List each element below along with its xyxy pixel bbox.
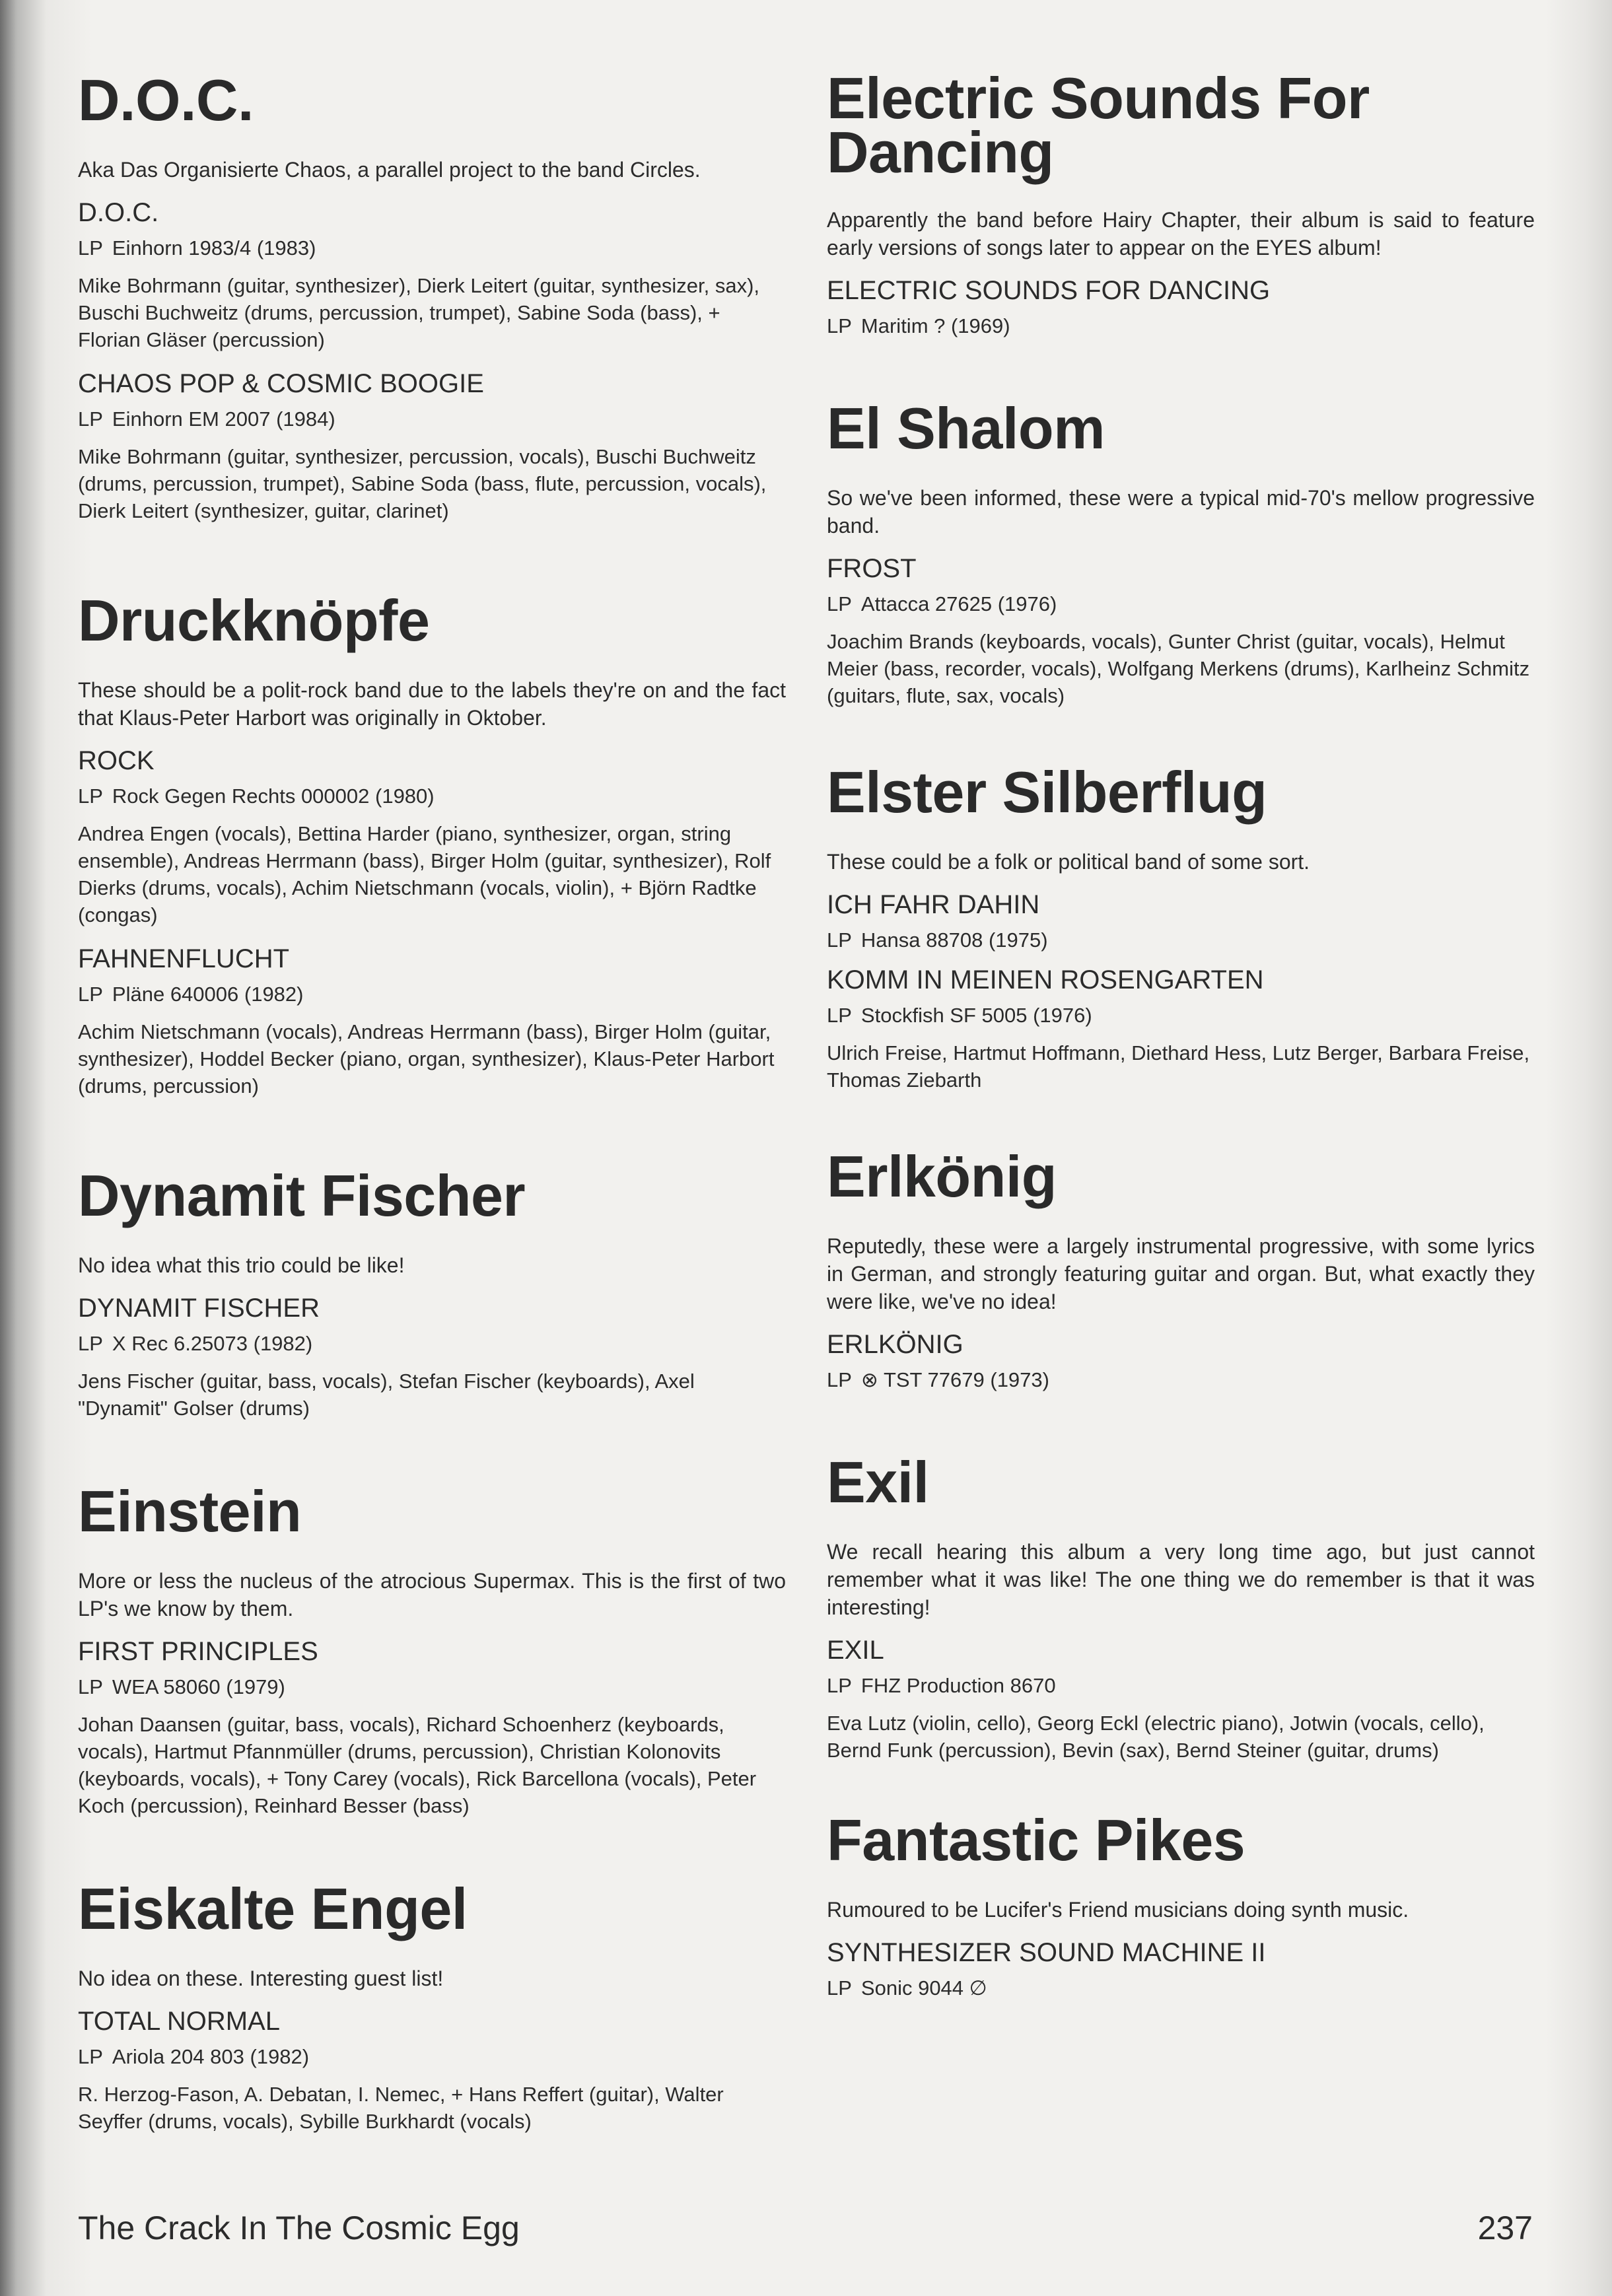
release-label: Attacca 27625 (1976) — [860, 592, 1057, 615]
album-title: ROCK — [78, 746, 155, 775]
album — [78, 1636, 786, 1819]
band-description: Aka Das Organisierte Chaos, a parallel project to the band Circles. — [78, 158, 701, 182]
band-description: More or less the nucleus of the atrocious Supermax. This is the first of two LP's we know by them. — [78, 1569, 786, 1620]
album — [827, 275, 1535, 339]
band-entry — [827, 1807, 1535, 2001]
format: LP — [827, 1368, 852, 1391]
band-name: El Shalom — [827, 396, 1105, 461]
band-name: Eiskalte Engel — [78, 1876, 468, 1941]
band-entry — [827, 1449, 1535, 1764]
album — [827, 889, 1535, 954]
album — [827, 1937, 1535, 2001]
release-info — [78, 783, 786, 810]
personnel: Johan Daansen (guitar, bass, vocals), Richard Schoenherz (keyboards, vocals), Hartmut Pfannmüller (drums, percussion), Christian Kolonovits (keyboards, vocals), + Tony Carey (vocals), Rick Barcellona (vocals), Peter Koch (percussion), Reinhard Besser (bass) — [78, 1713, 757, 1817]
personnel: Eva Lutz (violin, cello), Georg Eckl (electric piano), Jotwin (vocals, cello), Bernd Funk (percussion), Bevin (sax), Bernd Steiner (guitar, drums) — [827, 1712, 1485, 1762]
album-title: EXIL — [827, 1636, 884, 1665]
left-column — [78, 67, 786, 2149]
release-info — [827, 1002, 1535, 1029]
release-label: ⊗ TST 77679 (1973) — [860, 1368, 1049, 1391]
release-label: Sonic 9044 ∅ — [860, 1976, 987, 2000]
band-description: So we've been informed, these were a typical mid-70's mellow progressive band. — [827, 486, 1535, 538]
album-title: CHAOS POP & COSMIC BOOGIE — [78, 369, 484, 398]
release-info — [827, 591, 1535, 617]
format: LP — [827, 314, 852, 337]
band-description: No idea what this trio could be like! — [78, 1253, 405, 1277]
personnel: Achim Nietschmann (vocals), Andreas Herrmann (bass), Birger Holm (guitar, synthesizer), Hoddel Becker (piano, organ, synthesizer), Klaus-Peter Harbort (drums, percussion) — [78, 1020, 775, 1097]
band-name: Elster Silberflug — [827, 759, 1267, 825]
release-info — [827, 927, 1535, 954]
album-title: TOTAL NORMAL — [78, 2007, 280, 2036]
release-info — [78, 1331, 786, 1357]
album — [78, 197, 786, 353]
release-label: X Rec 6.25073 (1982) — [112, 1332, 313, 1355]
release-info — [78, 981, 786, 1008]
format: LP — [78, 1332, 103, 1355]
band-name: D.O.C. — [78, 67, 254, 133]
release-label: Stockfish SF 5005 (1976) — [860, 1004, 1092, 1027]
format: LP — [827, 1674, 852, 1697]
album-title: ELECTRIC SOUNDS FOR DANCING — [827, 276, 1271, 305]
band-description: Reputedly, these were a largely instrumental progressive, with some lyrics in German, and strongly featuring guitar and organ. But, what exactly they were like, we've no idea! — [827, 1234, 1535, 1313]
band-entry — [827, 396, 1535, 709]
album — [78, 2005, 786, 2135]
personnel: Mike Bohrmann (guitar, synthesizer, percussion, vocals), Buschi Buchweitz (drums, percussion, trumpet), Sabine Soda (bass, flute, percussion, vocals), Dierk Leitert (synthesizer, guitar, clarinet) — [78, 445, 767, 522]
band-description: We recall hearing this album a very long time ago, but just cannot remember what it was like! The one thing we do remember is that it was interesting! — [827, 1540, 1535, 1619]
release-label: Einhorn EM 2007 (1984) — [112, 407, 335, 431]
release-info — [827, 1367, 1535, 1393]
page-number: 237 — [1477, 2209, 1533, 2246]
release-label: Einhorn 1983/4 (1983) — [112, 236, 316, 260]
album — [827, 553, 1535, 709]
band-entry — [827, 65, 1535, 339]
release-label: Rock Gegen Rechts 000002 (1980) — [112, 784, 435, 808]
album — [78, 943, 786, 1099]
album-title: FROST — [827, 554, 917, 583]
release-info — [827, 313, 1535, 339]
format: LP — [827, 1004, 852, 1027]
band-entry — [78, 1163, 786, 1422]
right-column — [827, 65, 1535, 2012]
album — [827, 1634, 1535, 1764]
personnel: R. Herzog-Fason, A. Debatan, I. Nemec, + Hans Reffert (guitar), Walter Seyffer (drums, vocals), Sybille Burkhardt (vocals) — [78, 2083, 724, 2133]
release-label: Maritim ? (1969) — [860, 314, 1010, 337]
release-info — [827, 1673, 1535, 1699]
format: LP — [78, 983, 103, 1006]
format: LP — [827, 1976, 852, 2000]
personnel: Ulrich Freise, Hartmut Hoffmann, Diethard Hess, Lutz Berger, Barbara Freise, Thomas Ziebarth — [827, 1041, 1530, 1092]
band-name: Einstein — [78, 1478, 302, 1544]
band-name: Erlkönig — [827, 1144, 1057, 1209]
band-entry — [78, 1478, 786, 1819]
album — [78, 368, 786, 524]
band-name: Exil — [827, 1449, 929, 1515]
band-name: Electric Sounds For Dancing — [827, 65, 1370, 185]
book-title-footer: The Crack In The Cosmic Egg — [78, 2209, 520, 2246]
album-title: D.O.C. — [78, 198, 159, 227]
band-description: No idea on these. Interesting guest list! — [78, 1966, 444, 1990]
release-info — [78, 2044, 786, 2070]
band-entry — [827, 759, 1535, 1094]
format: LP — [78, 1675, 103, 1698]
format: LP — [78, 407, 103, 431]
format: LP — [78, 784, 103, 808]
release-label: Pläne 640006 (1982) — [112, 983, 304, 1006]
format: LP — [78, 236, 103, 260]
release-info — [78, 1674, 786, 1700]
release-info — [827, 1975, 1535, 2001]
format: LP — [827, 928, 852, 952]
band-name: Fantastic Pikes — [827, 1807, 1245, 1873]
album-title: ICH FAHR DAHIN — [827, 890, 1040, 919]
band-name: Druckknöpfe — [78, 588, 430, 653]
release-info — [78, 235, 786, 261]
band-description: Apparently the band before Hairy Chapter, their album is said to feature early versions of songs later to appear on the EYES album! — [827, 208, 1535, 260]
format: LP — [827, 592, 852, 615]
personnel: Jens Fischer (guitar, bass, vocals), Stefan Fischer (keyboards), Axel "Dynamit" Golser (drums) — [78, 1370, 695, 1420]
album — [78, 1292, 786, 1422]
release-label: Ariola 204 803 (1982) — [112, 2045, 310, 2068]
release-label: FHZ Production 8670 — [860, 1674, 1056, 1697]
album-title: KOMM IN MEINEN ROSENGARTEN — [827, 965, 1264, 994]
band-entry — [827, 1144, 1535, 1393]
album-title: FAHNENFLUCHT — [78, 944, 290, 973]
band-description: These could be a folk or political band of some sort. — [827, 850, 1310, 874]
release-label: Hansa 88708 (1975) — [860, 928, 1048, 952]
personnel: Mike Bohrmann (guitar, synthesizer), Dierk Leitert (guitar, synthesizer, sax), Buschi Buchweitz (drums, percussion, trumpet), Sabine Soda (bass), + Florian Gläser (percussion) — [78, 274, 760, 351]
album-title: SYNTHESIZER SOUND MACHINE II — [827, 1938, 1266, 1967]
band-name: Dynamit Fischer — [78, 1163, 526, 1228]
album — [78, 745, 786, 928]
personnel: Joachim Brands (keyboards, vocals), Gunter Christ (guitar, vocals), Helmut Meier (bass, recorder, vocals), Wolfgang Merkens (drums), Karlheinz Schmitz (guitars, flute, sax, vocals) — [827, 630, 1530, 707]
band-description: Rumoured to be Lucifer's Friend musicians doing synth music. — [827, 1898, 1409, 1922]
personnel: Andrea Engen (vocals), Bettina Harder (piano, synthesizer, organ, string ensemble), Andreas Herrmann (bass), Birger Holm (guitar, synthesizer), Rolf Dierks (drums, vocals), Achim Nietschmann (vocals, violin), + Björn Radtke (congas) — [78, 822, 771, 926]
band-entry — [78, 1876, 786, 2135]
album-title: FIRST PRINCIPLES — [78, 1637, 318, 1666]
album-title: DYNAMIT FISCHER — [78, 1294, 320, 1323]
album — [827, 1329, 1535, 1393]
format: LP — [78, 2045, 103, 2068]
release-info — [78, 406, 786, 433]
band-entry — [78, 67, 786, 524]
album — [827, 964, 1535, 1094]
band-description: These should be a polit-rock band due to the labels they're on and the fact that Klaus-Peter Harbort was originally in Oktober. — [78, 678, 786, 730]
album-title: ERLKÖNIG — [827, 1330, 964, 1359]
release-label: WEA 58060 (1979) — [112, 1675, 285, 1698]
band-entry — [78, 588, 786, 1099]
